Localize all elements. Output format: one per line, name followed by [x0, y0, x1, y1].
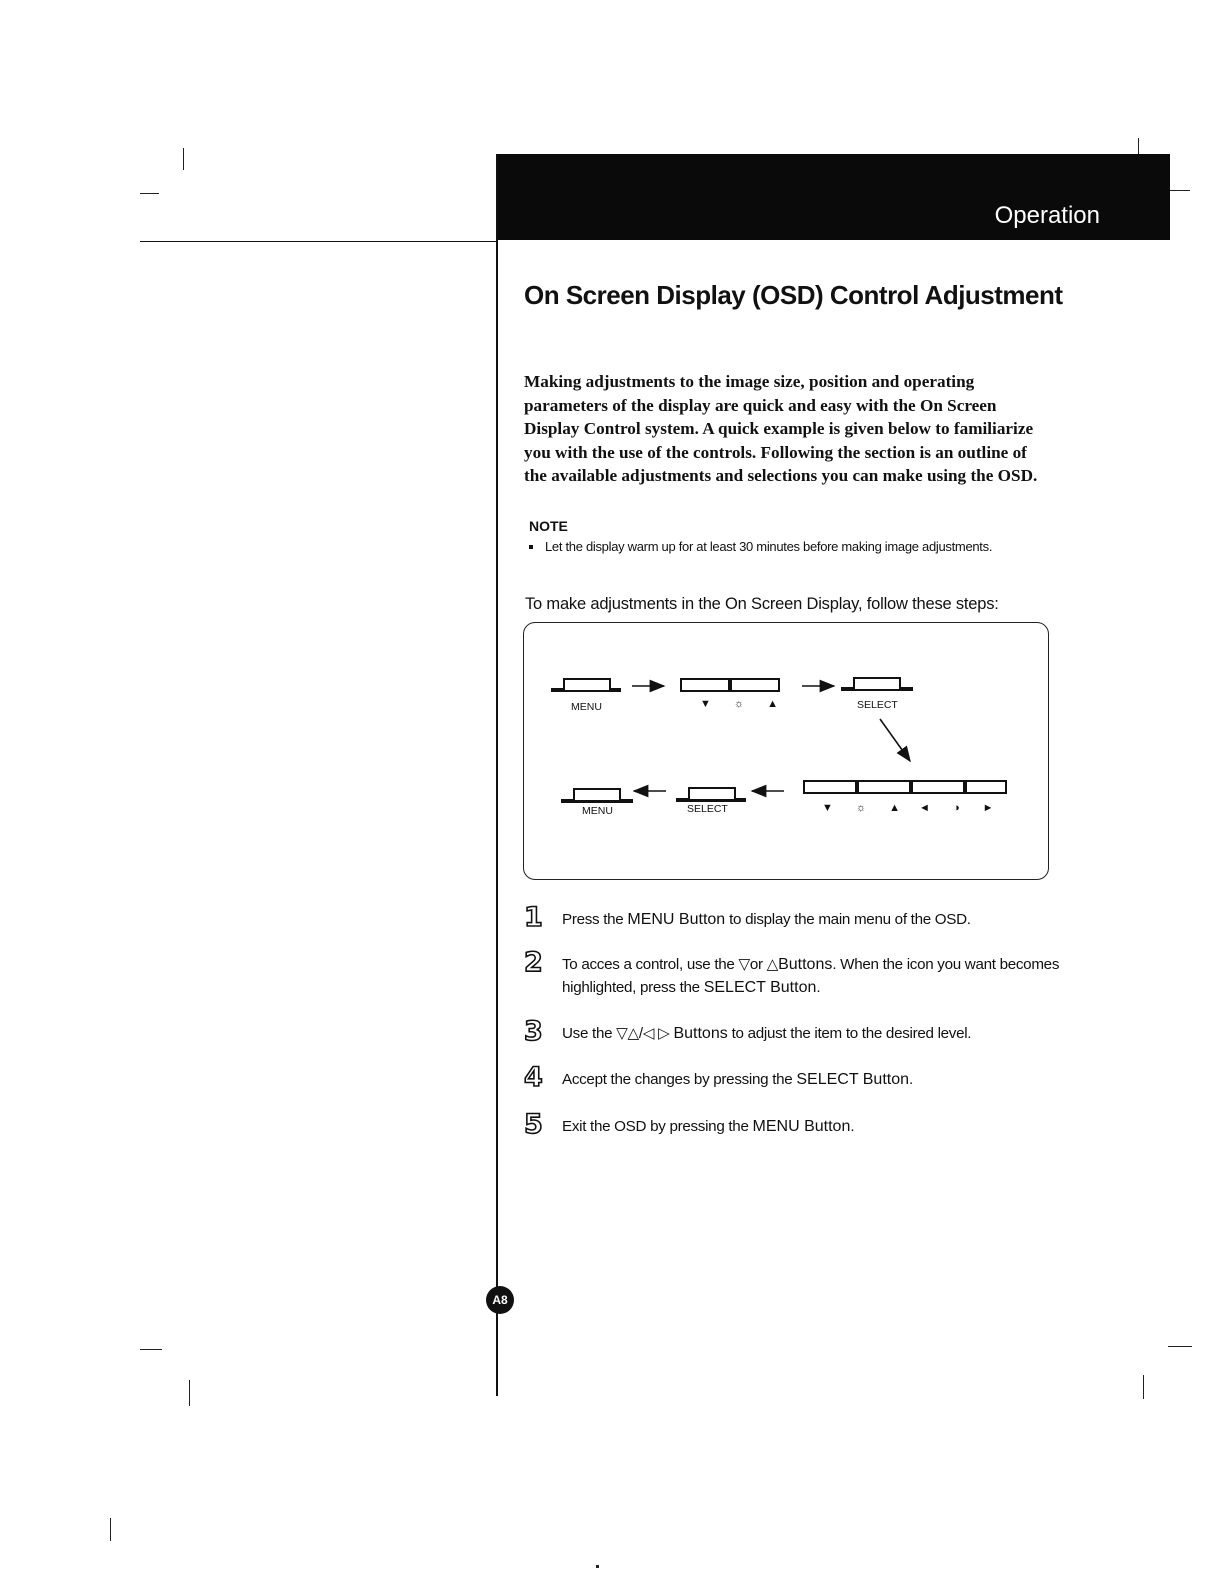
select-button-icon [676, 788, 746, 802]
crop-mark [189, 1380, 190, 1406]
page-number-badge: A8 [486, 1286, 514, 1314]
crop-mark [1168, 1346, 1192, 1347]
note-heading: NOTE [529, 518, 568, 534]
menu-button-icon [561, 789, 633, 803]
diagram-label-select: SELECT [857, 699, 898, 711]
diagram-control-glyphs: ▼ ☼ ▲ [822, 802, 910, 814]
dot-mark [596, 1565, 599, 1568]
step-number: 3 [524, 1016, 543, 1047]
arrow-icon [880, 719, 910, 761]
step-number: 1 [524, 902, 543, 933]
note-text: Let the display warm up for at least 30 minutes before making image adjustments. [545, 539, 993, 554]
select-button-icon [841, 678, 913, 691]
diagram-label-select: SELECT [687, 803, 728, 815]
note-item [529, 539, 999, 555]
section-header-bar [497, 154, 1170, 240]
diagram-label-menu: MENU [582, 805, 613, 817]
crop-mark [1138, 138, 1139, 154]
step-number: 4 [524, 1062, 543, 1093]
step-text: Exit the OSD by pressing the MENU Button. [562, 1118, 855, 1135]
column-rule [496, 154, 498, 1396]
step-number: 2 [524, 947, 543, 978]
section-title: Operation [994, 202, 1100, 229]
intro-paragraph: Making adjustments to the image size, position and operating parameters of the display are quick and easy with the On Screen Display Control system. A quick example is given below to familiarize you with the use of the controls. Following the section is an outline of the available adjustments and selections you can make using the OSD. [524, 372, 1038, 485]
step-number: 5 [524, 1109, 543, 1140]
header-rule [140, 241, 497, 242]
step-text: Press the MENU Button to display the main menu of the OSD. [562, 911, 971, 928]
crop-mark [140, 1349, 162, 1350]
menu-button-icon [551, 679, 621, 692]
crop-mark [110, 1518, 111, 1541]
crop-mark [183, 148, 184, 170]
bullet-icon [529, 545, 533, 549]
diagram-label-menu: MENU [571, 701, 602, 713]
page-title: On Screen Display (OSD) Control Adjustment [524, 280, 1063, 310]
diagram-control-glyphs: ▼ ☼ ▲ [700, 698, 788, 710]
step-text: Use the ▽△/◁ ▷ Buttons to adjust the item to the desired level. [562, 1025, 972, 1042]
step-text: To acces a control, use the ▽or △Buttons. When the icon you want becomes highlighted, press the SELECT Button. [562, 956, 1060, 996]
step-text: Accept the changes by pressing the SELECT Button. [562, 1071, 913, 1088]
steps-intro: To make adjustments in the On Screen Display, follow these steps: [525, 595, 999, 613]
diagram-control-glyphs: ◄ ◑ ► [919, 802, 1004, 814]
crop-mark [1170, 190, 1190, 191]
adjust-buttons-icon [681, 679, 779, 691]
adjust-buttons-icon [804, 781, 1006, 793]
osd-diagram-drawing [524, 623, 1050, 881]
crop-mark [140, 193, 159, 194]
osd-diagram [523, 622, 1049, 880]
crop-mark [1143, 1375, 1144, 1399]
